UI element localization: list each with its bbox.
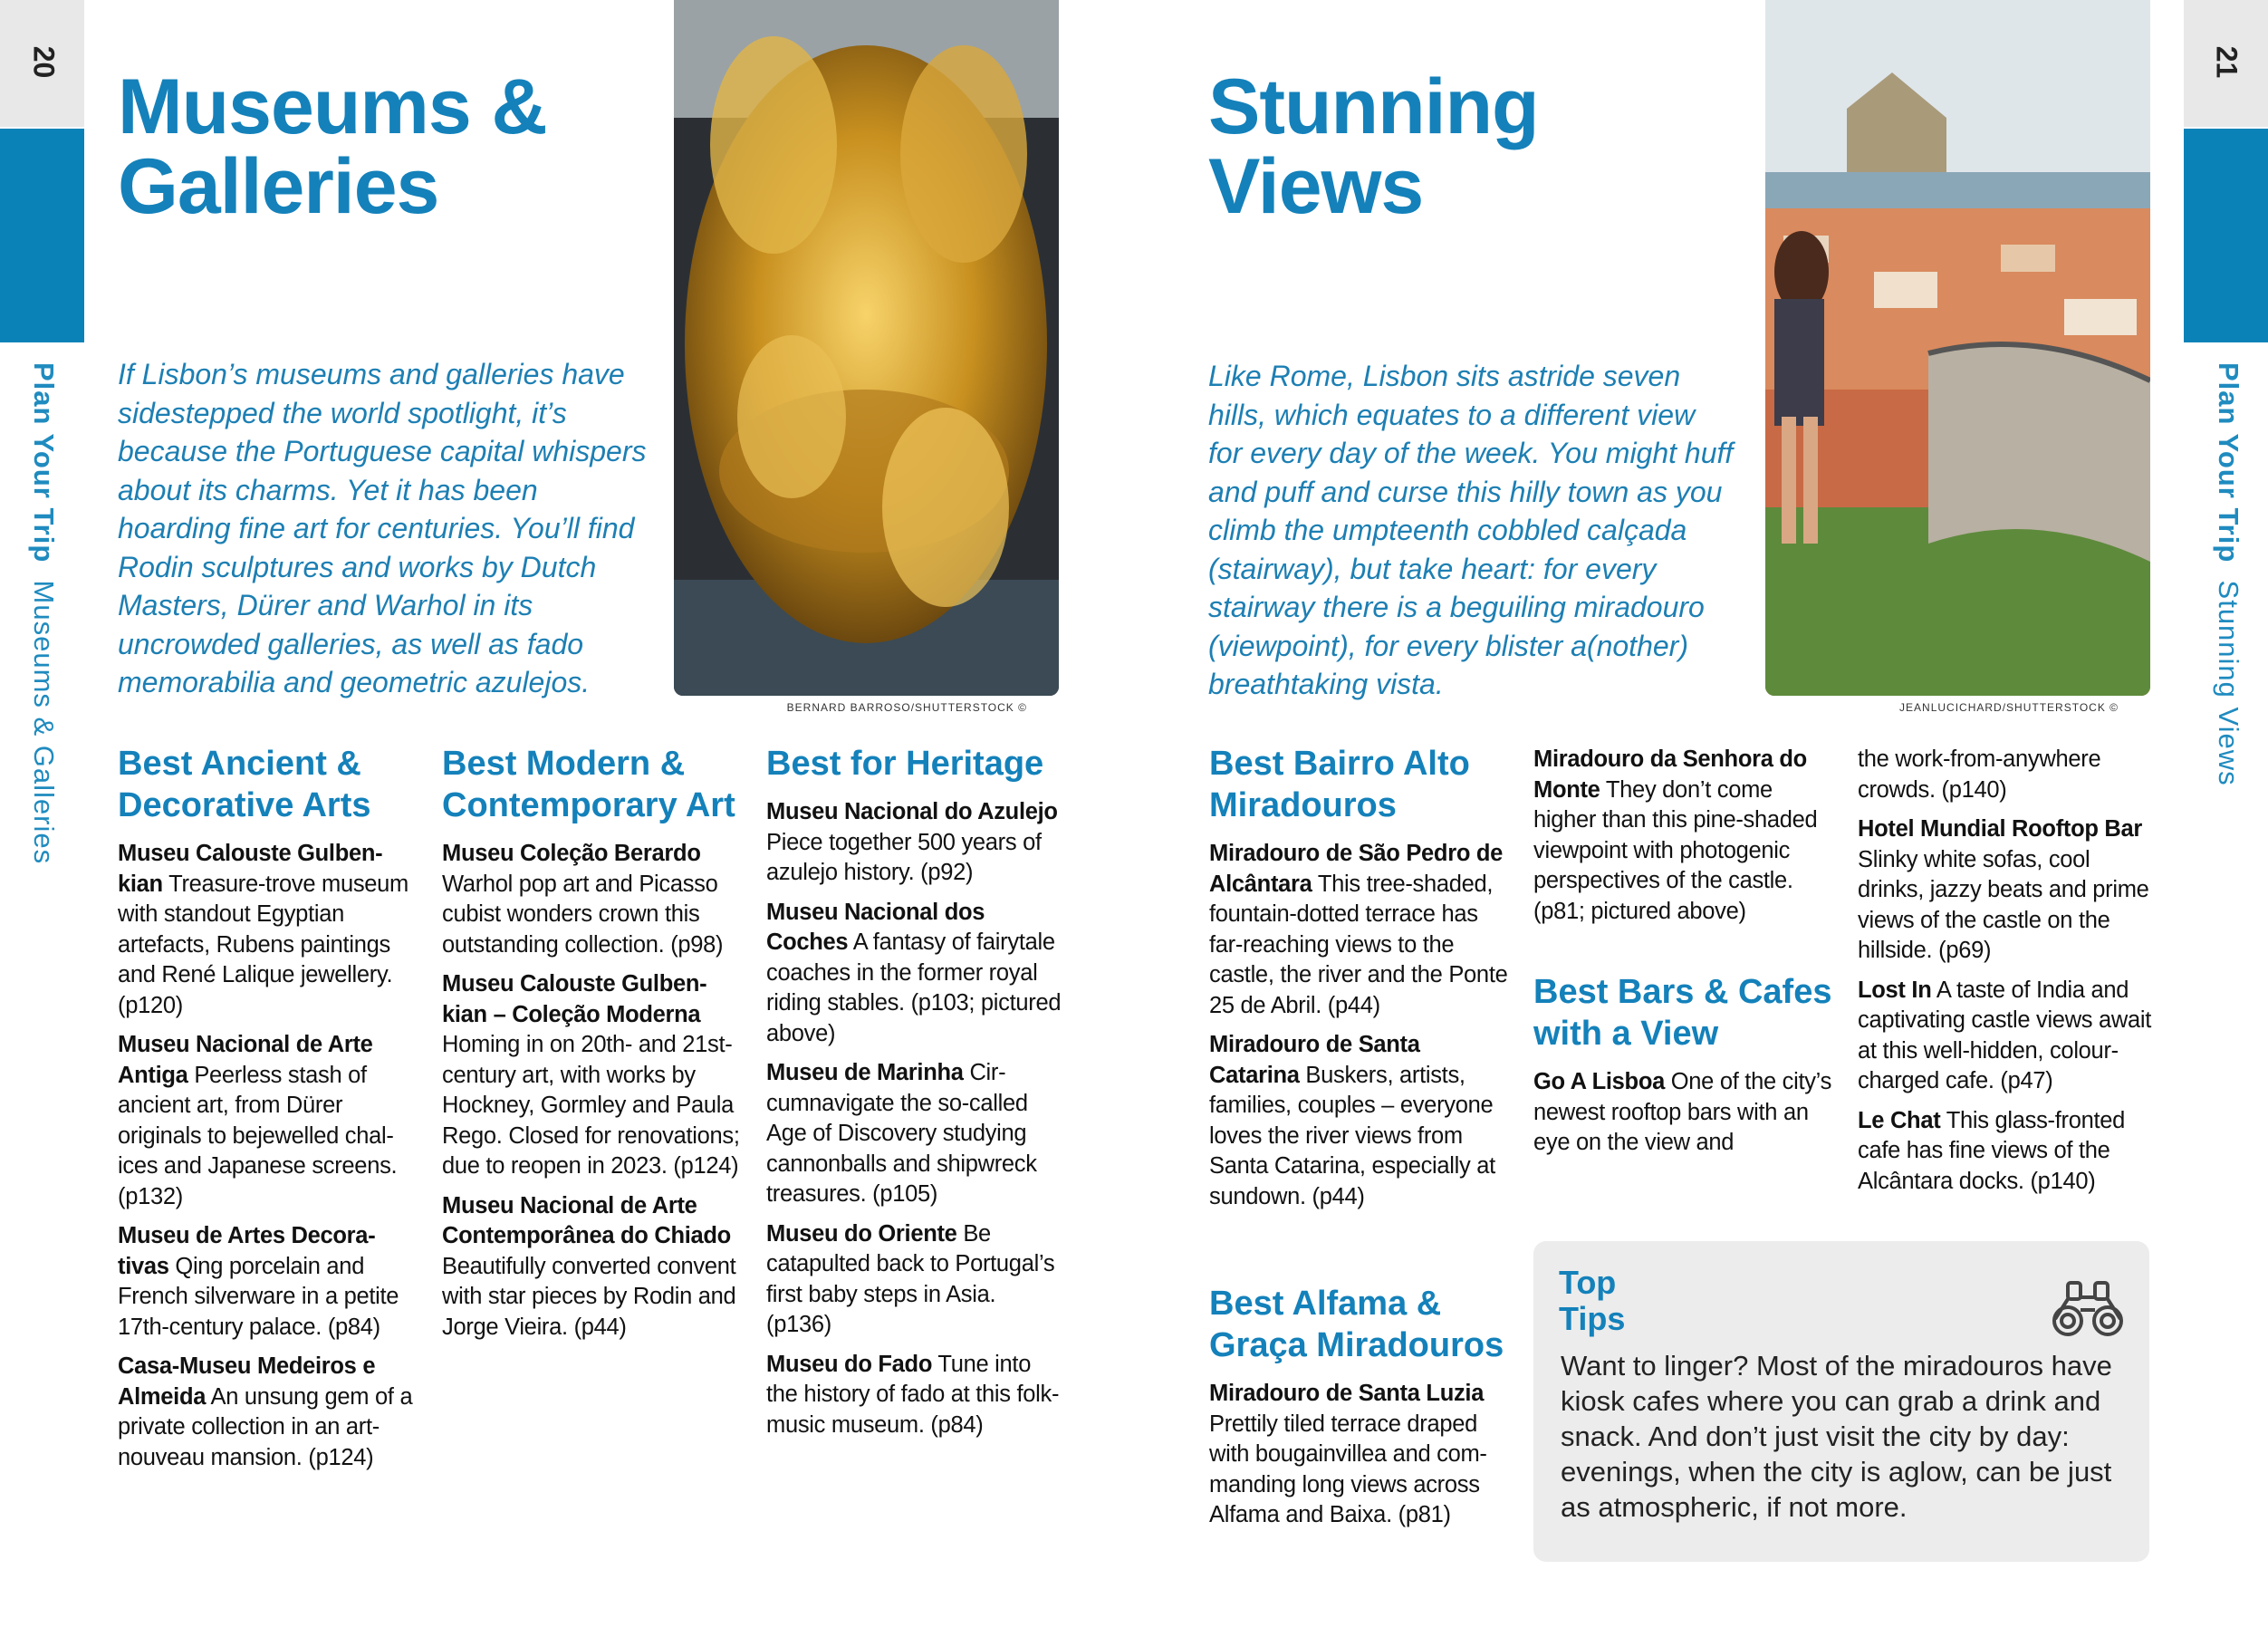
list-item: Museu do Oriente Be catapulted back to Portugal’s first baby steps in Asia. (p136) xyxy=(766,1220,1055,1337)
heading-bars: Best Bars & Cafes with a View xyxy=(1533,973,1832,1053)
binoculars-icon xyxy=(2050,1279,2126,1342)
list-item: Miradouro de Santa Catarina Buskers, artists, families, couples – everyone loves the river views from Santa Catarina, especially at sundown. (p44) xyxy=(1209,1032,1495,1209)
section-color-tab-right xyxy=(2184,129,2268,342)
title-line-2: Views xyxy=(1208,143,1424,230)
page-number-left: 20 xyxy=(27,45,61,79)
side-label-plan: Plan Your Trip xyxy=(28,362,60,563)
column-right-last xyxy=(1858,745,2157,1206)
column-heritage xyxy=(766,743,1065,1449)
side-label-right xyxy=(2212,362,2244,786)
top-tips-text: Want to linger? Most of the miradouros have kiosk cafes where you can grab a drink and snack. And don’t just visit the city by day: evenings, when the city is aglow, can be just as atmospheric, if not more. xyxy=(1561,1350,2112,1523)
list-item: Museu Coleção Berardo Warhol pop art and Picasso cubist wonders crown this outstanding collection. (p98) xyxy=(442,841,724,958)
column-bars xyxy=(1533,971,1832,1168)
top-tips-box xyxy=(1533,1241,2149,1562)
column-alfama xyxy=(1209,1283,1508,1540)
list-item: Museu Calouste Gulbenkian – Coleção Moderna Homing in on 20th- and 21st-century art, with works by Hockney, Gormley and Paula Rego. Closed for renovations; due to reopen in 2023. (p124) xyxy=(442,971,740,1179)
title-line-1: Stunning xyxy=(1208,63,1539,150)
page-title-left xyxy=(118,63,547,230)
coach-sculpture-image xyxy=(674,0,1059,696)
list-item: Museu Nacional de Arte Antiga Peerless stash of ancient art, from Dürer originals to bejewelled chalices and Japanese screens. (p132) xyxy=(118,1032,398,1209)
list-item: Museu Nacional dos Coches A fantasy of fairytale coaches in the former royal riding stables. (p103; pictured above) xyxy=(766,899,1062,1046)
list-item: Museu Nacional de Arte Contemporânea do Chiado Beautifully converted convent with star pieces by Rodin and Jorge Vieira. (p44) xyxy=(442,1192,736,1340)
list-item: Museu de Artes Decorativas Qing porcelain and French silverware in a petite 17th-century palace. (p84) xyxy=(118,1223,399,1340)
heading-bairro-alto: Best Bairro Alto Miradouros xyxy=(1209,745,1470,824)
list-item: Museu de Marinha Circumnavigate the so-called Age of Discovery studying cannonballs and shipwreck treasures. (p105) xyxy=(766,1060,1037,1207)
list-item: Lost In A taste of India and captivating castle views await at this well-hidden, colour-charged cafe. (p47) xyxy=(1858,977,2152,1093)
heading-ancient-arts: Best Ancient & Decorative Arts xyxy=(118,745,371,824)
heading-alfama: Best Alfama & Graça Miradouros xyxy=(1209,1285,1504,1364)
list-item: Museu Nacional do Azulejo Piece together 500 years of azulejo history. (p92) xyxy=(766,799,1058,885)
title-line-1: Museums & xyxy=(118,63,547,150)
top-tips-title xyxy=(1559,1265,1625,1337)
title-line-2: Galleries xyxy=(118,143,439,230)
list-item: Miradouro de São Pedro de Alcântara This tree-shaded, fountain-dotted terrace has far-reaching views to the castle, the river and the Ponte 25 de Abril. (p44) xyxy=(1209,841,1508,1018)
photo-credit-right: JEANLUCICHARD/SHUTTERSTOCK © xyxy=(1899,701,2119,714)
intro-paragraph-right: Like Rome, Lisbon sits astride seven hills, which equates to a different view for every day of the week. You might huff and puff and curse this hilly town as you climb the umpteenth cobbled calçada (stairway), but take heart: for every stairway there is a beguiling miradouro (viewpoint), for every blister a(nother) breathtaking vista. xyxy=(1208,360,1734,700)
heading-modern-art: Best Modern & Contemporary Art xyxy=(442,745,735,824)
side-label-section: Stunning Views xyxy=(2213,580,2244,786)
page-number-right: 21 xyxy=(2210,45,2244,79)
list-item: Museu Calouste Gulbenkian Treasure-trove museum with standout Egyptian artefacts, Rubens paintings and René Lalique jewellery. (p120) xyxy=(118,841,408,1018)
photo-lisbon-viewpoint xyxy=(1765,0,2150,696)
intro-paragraph-left: If Lisbon’s museums and galleries have sidestepped the world spotlight, it’s because the Portuguese capital whispers about its charms. Yet it has been hoarding fine art for centuries. You’ll find Rodin sculptures and works by Dutch Masters, Dürer and Warhol in its uncrowded galleries, as well as fado memorabilia and geometric azulejos. xyxy=(118,358,647,698)
list-item: Hotel Mundial Rooftop Bar Slinky white sofas, cool drinks, jazzy beats and prime views of the castle on the hillside. (p69) xyxy=(1858,816,2149,963)
list-item: Miradouro de Santa Luzia Prettily tiled terrace draped with bougainvillea and commanding long views across Alfama and Baixa. (p81) xyxy=(1209,1381,1487,1527)
section-color-tab-left xyxy=(0,129,84,342)
list-item: Miradouro da Senhora do Monte They don’t come higher than this pine-shaded viewpoint with photogenic perspectives of the castle. (p81; pictured above) xyxy=(1533,746,1818,924)
list-item-continued: the work-from-anywhere crowds. (p140) xyxy=(1858,746,2101,803)
heading-heritage: Best for Heritage xyxy=(766,745,1044,783)
column-modern-art xyxy=(442,743,741,1352)
list-item: Museu do Fado Tune into the history of fado at this folk-music museum. (p84) xyxy=(766,1351,1060,1438)
side-label-plan: Plan Your Trip xyxy=(2213,362,2244,563)
photo-credit-left: BERNARD BARROSO/SHUTTERSTOCK © xyxy=(786,701,1027,714)
column-bairro-alto xyxy=(1209,743,1508,1221)
list-item: Casa-Museu Medeiros e Almeida An unsung gem of a private collection in an art-nouveau mansion. (p124) xyxy=(118,1353,413,1470)
side-label-section: Museums & Galleries xyxy=(28,580,60,865)
list-item: Go A Lisboa One of the city’s newest rooftop bars with an eye on the view and xyxy=(1533,1069,1832,1155)
photo-gilded-coach xyxy=(674,0,1059,696)
column-right-middle xyxy=(1533,745,1832,936)
top-tips-title-line-1: Top xyxy=(1559,1264,1617,1301)
side-label-left xyxy=(27,362,60,864)
list-item: Le Chat This glass-fronted cafe has fine views of the Alcântara docks. (p140) xyxy=(1858,1107,2126,1194)
top-tips-title-line-2: Tips xyxy=(1559,1300,1626,1337)
page-title-right xyxy=(1208,63,1539,230)
viewpoint-image xyxy=(1765,0,2150,696)
column-ancient-arts xyxy=(118,743,417,1482)
